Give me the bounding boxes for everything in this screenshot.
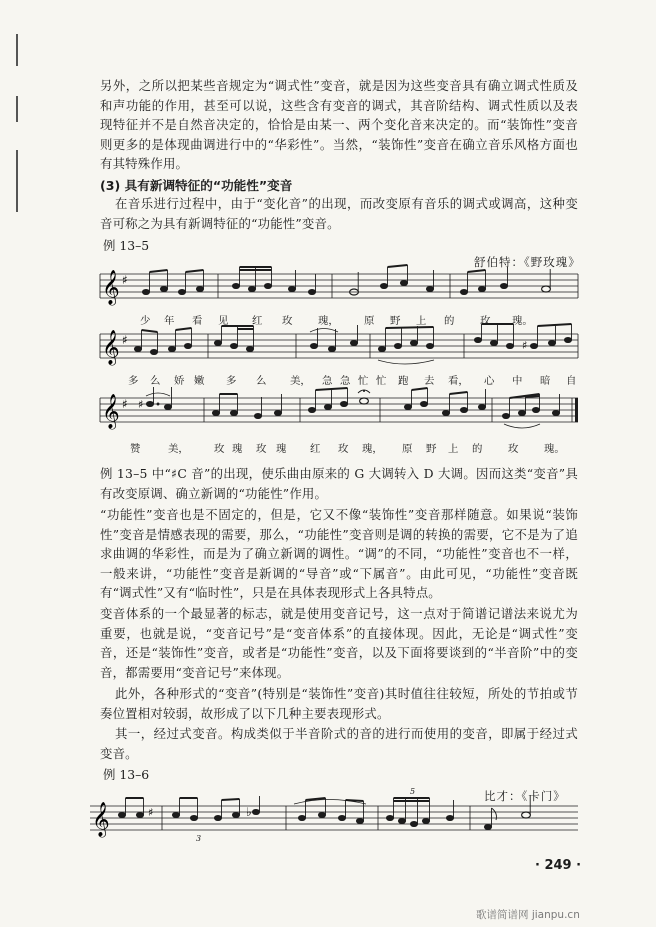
svg-text:♯: ♯	[122, 273, 128, 287]
lyric-syllable: 红	[310, 443, 321, 455]
lyric-syllable: 瑰。	[512, 315, 533, 327]
paragraph-passing-alteration: 其一，经过式变音。构成类似于半音阶式的音的进行而使用的变音，即属于经过式变音。	[100, 726, 578, 761]
example-label-13-5: 例 13–5	[103, 238, 150, 253]
lyric-syllable: 看，	[448, 375, 469, 387]
lyric-syllable: 少	[140, 315, 151, 327]
lyric-syllable: 见	[218, 315, 229, 327]
lyric-syllable: 瑰，	[318, 315, 339, 327]
lyric-syllable: 玫	[282, 315, 293, 327]
binding-edge-mark	[16, 96, 18, 122]
fingering-number: 5	[410, 787, 416, 796]
lyric-syllable: 瑰	[232, 443, 243, 455]
lyric-syllable: 忙	[376, 375, 387, 387]
lyric-syllable: 野	[426, 443, 437, 455]
music-staff-line-1	[86, 266, 580, 312]
lyric-syllable: 红	[252, 315, 263, 327]
lyric-syllable: 跑	[398, 375, 409, 387]
lyric-syllable: 去	[424, 375, 435, 387]
example-attribution-13-6: 比才：《卡门》	[484, 789, 566, 803]
svg-text:♯: ♯	[522, 339, 528, 352]
lyrics-line-3	[100, 440, 578, 456]
music-staff-line-3	[86, 390, 580, 436]
site-watermark: 歌谱简谱网 jianpu.cn	[476, 909, 580, 921]
lyric-syllable: 瑰，	[362, 443, 383, 455]
lyric-syllable: 么	[256, 375, 267, 387]
lyric-syllable: 玫	[256, 443, 267, 455]
lyric-syllable: 美，	[290, 375, 311, 387]
lyric-syllable: 玫	[338, 443, 349, 455]
lyric-syllable: 的	[472, 443, 483, 455]
treble-clef-icon: 𝄞	[102, 330, 120, 365]
lyric-syllable: 多	[226, 375, 237, 387]
paragraph-accidental-signs: 变音体系的一个最显著的标志，就是使用变音记号，这一点对于简谱记谱法来说尤为重要，也就是说，“变音记号”是“变音体系”的直接体现。因此，无论是“调式性”变音，还是“装饰性”变音，或者是“功能性”变音，以及下面将要谈到的“半音阶”中的变音，都需要用“变音记号”来体现。	[100, 606, 578, 680]
lyric-syllable: 嫩	[194, 375, 205, 387]
lyric-syllable: 玫	[214, 443, 225, 455]
lyric-syllable: 娇	[174, 375, 185, 387]
svg-text:♯: ♯	[122, 397, 128, 411]
lyric-syllable: 瑰。	[544, 443, 565, 455]
treble-clef-icon: 𝄞	[92, 802, 110, 837]
lyric-syllable: 中	[512, 375, 523, 387]
lyric-syllable: 自	[566, 375, 577, 387]
lyric-syllable: 多	[128, 375, 139, 387]
lyric-syllable: 急	[322, 375, 333, 387]
lyric-syllable: 原	[402, 443, 413, 455]
lyric-syllable: 上	[448, 443, 459, 455]
svg-text:♯: ♯	[138, 398, 144, 411]
lyric-syllable: 年	[164, 315, 175, 327]
binding-edge-mark	[16, 34, 18, 66]
lyric-syllable: 心	[484, 375, 495, 387]
fingering-number: 3	[196, 834, 202, 843]
music-staff-line-2	[86, 326, 580, 372]
lyric-syllable: 看	[192, 315, 203, 327]
paragraph-forms-intro: 此外，各种形式的“变音”(特别是“装饰性”变音)其时值往往较短，所处的节拍或节奏位置相对较弱，故形成了以下几种主要表现形式。	[100, 686, 578, 721]
treble-clef-icon: 𝄞	[102, 270, 120, 305]
lyric-syllable: 野	[390, 315, 401, 327]
lyric-syllable: 上	[416, 315, 427, 327]
lyric-syllable: 的	[444, 315, 455, 327]
svg-text:♯: ♯	[122, 333, 128, 347]
svg-text:♯: ♯	[148, 806, 154, 819]
page-number: · 249 ·	[535, 858, 582, 873]
example-attribution-13-5: 舒伯特：《野玫瑰》	[474, 255, 581, 269]
lyric-syllable: 瑰	[276, 443, 287, 455]
lyric-syllable: 急	[340, 375, 351, 387]
lyric-syllable: 暗	[540, 375, 551, 387]
treble-clef-icon: 𝄞	[102, 394, 120, 429]
lyric-syllable: 么	[150, 375, 161, 387]
section-heading-functional-alteration: (3) 具有新调特征的“功能性”变音	[100, 178, 293, 193]
paragraph-functional-definition: 在音乐进行过程中，由于“变化音”的出现，而改变原有音乐的调式或调高，这种变音可称之为具有新调特征的“功能性”变音。	[100, 196, 578, 231]
lyric-syllable: 赞	[130, 443, 141, 455]
lyric-syllable: 美，	[168, 443, 189, 455]
lyric-syllable: 原	[364, 315, 375, 327]
lyric-syllable: 玫	[508, 443, 519, 455]
paragraph-example-explanation: 例 13–5 中“♯C 音”的出现，使乐曲由原来的 G 大调转入 D 大调。因而这类“变音”具有改变原调、确立新调的“功能性”作用。	[100, 466, 578, 501]
paragraph-functional-characteristics: “功能性”变音也是不固定的，但是，它又不像“装饰性”变音那样随意。如果说“装饰性”变音是情感表现的需要，那么，“功能性”变音则是调的转换的需要，它不是为了追求曲调的华彩性，而是为了确立新调的调性。“调”的不同，“功能性”变音也不一样，一般来讲，“功能性”变音是新调的“导音”或“下属音”。由此可见，“功能性”变音既有“调式性”又有“临时性”，只是在具体表现形式上各具特点。	[100, 507, 578, 601]
svg-text:♭: ♭	[246, 805, 252, 819]
music-staff-example-13-6	[86, 798, 580, 844]
lyric-syllable: 玫	[480, 315, 491, 327]
example-label-13-6: 例 13–6	[103, 767, 150, 782]
binding-edge-mark	[16, 150, 18, 212]
lyric-syllable: 忙	[358, 375, 369, 387]
lyrics-line-2	[100, 372, 578, 388]
paragraph-modal-alteration: 另外，之所以把某些音规定为“调式性”变音，就是因为这些变音具有确立调式性质及和声功能的作用，甚至可以说，这些含有变音的调式，其音阶结构、调式性质以及表现特征并不是自然音决定的，恰恰是由某一、两个变化音来决定的。而“装饰性”变音则更多的是体现曲调进行中的“华彩性”。当然，“装饰性”变音在确立音乐风格方面也有其特殊作用。	[100, 78, 578, 172]
